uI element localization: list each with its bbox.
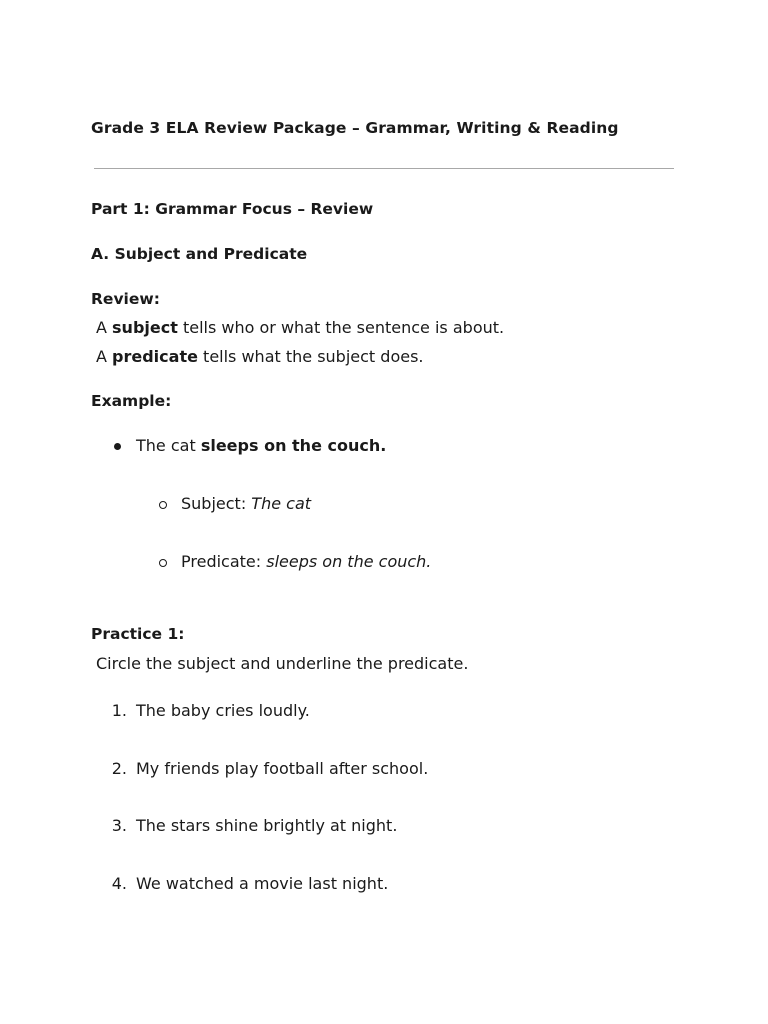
bullet-circle-icon (159, 501, 167, 509)
document-title: Grade 3 ELA Review Package – Grammar, Writing & Reading (91, 119, 619, 137)
bullet-circle-icon (159, 559, 167, 567)
review-subject-prefix: A (96, 318, 113, 337)
example-predicate-label: Predicate: (181, 552, 267, 571)
practice-item-number: 4. (111, 874, 127, 893)
review-label: Review: (91, 290, 160, 308)
example-subject-value: The cat (251, 494, 312, 513)
review-predicate-line (96, 347, 424, 366)
example-sentence (136, 436, 386, 455)
practice-instruction: Circle the subject and underline the predicate. (96, 654, 469, 673)
section-heading: A. Subject and Predicate (91, 245, 308, 263)
practice-item-number: 1. (111, 701, 127, 720)
review-predicate-prefix: A (96, 347, 113, 366)
practice-item-text: The baby cries loudly. (136, 701, 310, 720)
review-predicate-rest: tells what the subject does. (197, 347, 424, 366)
example-subject-label: Subject: (181, 494, 252, 513)
practice-label: Practice 1: (91, 625, 185, 643)
example-sentence-end: . (380, 436, 387, 455)
practice-item-text: My friends play football after school. (136, 759, 429, 778)
example-predicate-value: sleeps on the couch. (266, 552, 432, 571)
practice-item-text: We watched a movie last night. (136, 874, 389, 893)
review-subject-line (96, 318, 504, 337)
practice-item-number: 3. (111, 816, 127, 835)
example-sentence-bold: sleeps on the couch (200, 436, 381, 455)
practice-item-text: The stars shine brightly at night. (136, 816, 398, 835)
example-predicate (181, 552, 431, 571)
practice-item-number: 2. (111, 759, 127, 778)
part-heading: Part 1: Grammar Focus – Review (91, 200, 374, 218)
title-divider (94, 168, 674, 169)
review-subject-term: subject (112, 318, 178, 337)
example-label: Example: (91, 392, 172, 410)
review-predicate-term: predicate (112, 347, 198, 366)
example-subject (181, 494, 311, 513)
review-subject-rest: tells who or what the sentence is about. (177, 318, 505, 337)
example-sentence-plain: The cat (136, 436, 201, 455)
bullet-dot-icon (114, 443, 121, 450)
